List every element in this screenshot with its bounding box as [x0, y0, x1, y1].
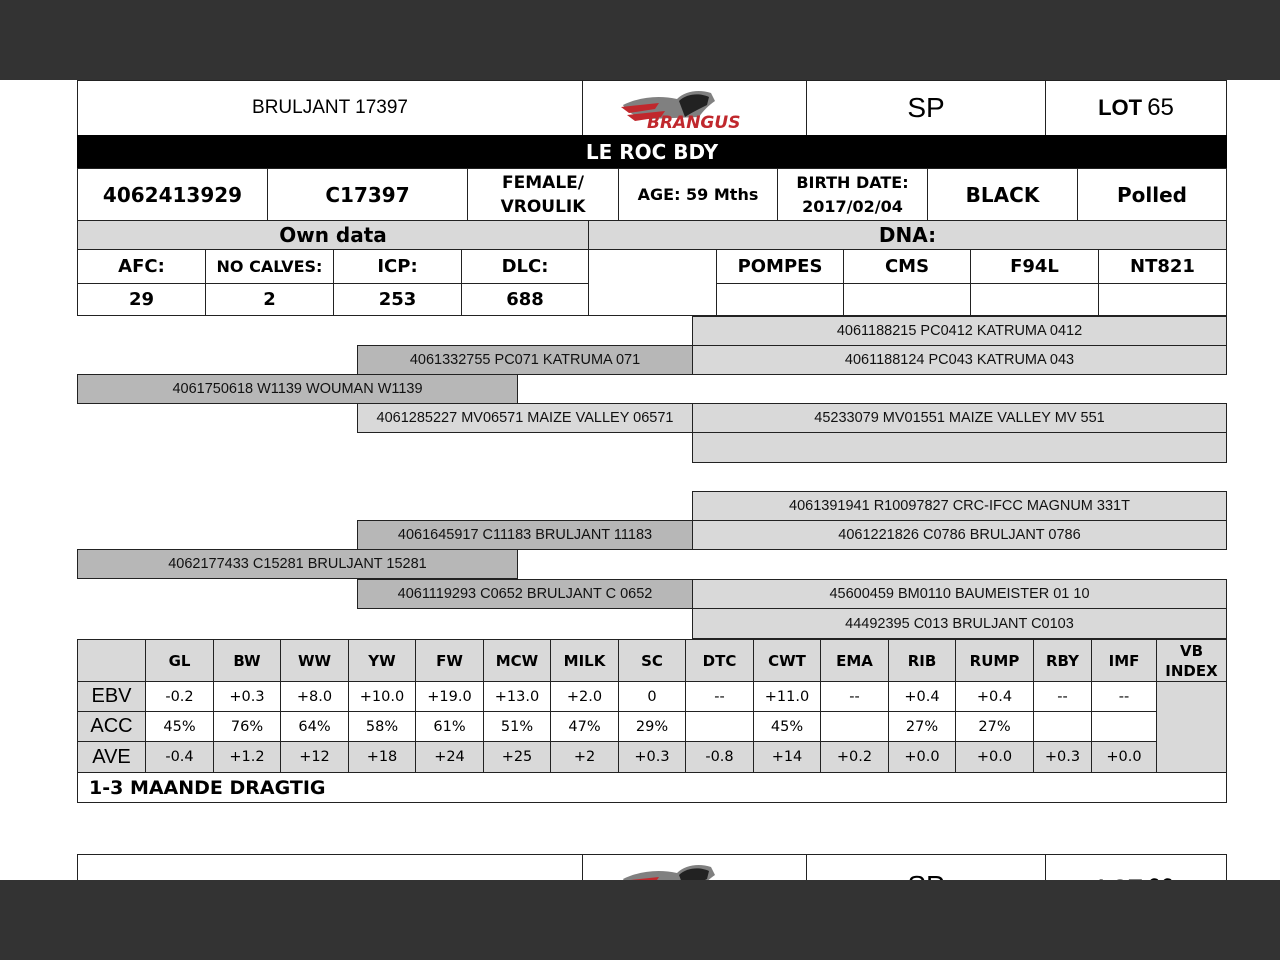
dna-title [588, 220, 1227, 250]
ebv-value-sc [618, 681, 686, 712]
category-code: SP [907, 92, 945, 123]
own-data-value-text: 29 [128, 289, 155, 310]
pedigree-sire-dam [357, 403, 693, 433]
acc-value-text: 47% [568, 718, 601, 735]
ave-value-text: +0.0 [1106, 749, 1142, 765]
ebv-value-rby [1033, 681, 1092, 712]
pedigree-text: 4061188124 PC043 KATRUMA 043 [844, 352, 1075, 368]
own-data-value-afc [77, 283, 206, 316]
tag-number-text: C17397 [325, 182, 410, 207]
dna-header-cms [843, 249, 971, 284]
acc-value-rump [955, 711, 1034, 742]
ave-value-text: +1.2 [229, 749, 265, 765]
ebv-value-gl [145, 681, 214, 712]
pedigree-text: 45600459 BM0110 BAUMEISTER 01 10 [829, 586, 1090, 602]
ebv-row-label [77, 681, 146, 712]
pedigree-sire-sire-dam [692, 345, 1227, 375]
bottom-dark-bar [0, 880, 1280, 960]
acc-row-label [77, 711, 146, 742]
acc-value-text: 45% [163, 718, 196, 735]
ebv-header-ema [820, 639, 889, 682]
ebv-corner-cell [77, 639, 146, 682]
ave-value-gl [145, 741, 214, 773]
dna-spacer-cell [588, 249, 717, 316]
own-data-header-text: NO CALVES: [216, 257, 323, 276]
ave-value-text: +0.2 [836, 749, 873, 765]
ave-value-rump [955, 741, 1034, 773]
acc-value-ww [280, 711, 349, 742]
ebv-header-bw [213, 639, 281, 682]
ebv-header-imf [1091, 639, 1157, 682]
ebv-header-text: CWT [768, 651, 806, 670]
ebv-header-gl [145, 639, 214, 682]
acc-value-text: 27% [978, 718, 1011, 735]
ebv-header-text: YW [368, 651, 396, 670]
top-dark-bar [0, 0, 1280, 80]
vb-index-text: INDEX [1165, 661, 1218, 680]
ave-value-text: +0.3 [634, 749, 670, 765]
ave-value-text: -0.4 [165, 749, 194, 765]
pedigree-dam-sire-dam [692, 520, 1227, 550]
ebv-value-text: -- [1057, 688, 1068, 705]
ebv-header-text: IMF [1108, 651, 1140, 670]
ebv-header-text: RBY [1045, 651, 1080, 670]
own-data-value-no-calves [205, 283, 334, 316]
ebv-header-vb-index [1156, 639, 1227, 682]
acc-value-milk [550, 711, 619, 742]
ebv-value-text: +0.4 [976, 688, 1013, 705]
acc-value-mcw [483, 711, 551, 742]
color-text: BLACK [965, 182, 1040, 207]
dna-header-text: NT821 [1130, 256, 1195, 277]
ave-value-text: +14 [771, 749, 803, 765]
animal-title: LE ROC BDY [585, 139, 719, 164]
ebv-header-sc [618, 639, 686, 682]
acc-value-text: 61% [433, 718, 466, 735]
acc-value-text: 58% [365, 718, 399, 735]
pedigree-dam-dam [357, 579, 693, 609]
ave-value-imf [1091, 741, 1157, 773]
ave-value-text: +0.0 [904, 749, 940, 765]
acc-value-sc [618, 711, 686, 742]
ebv-header-text: FW [436, 651, 463, 670]
ebv-value-text: +0.4 [904, 688, 940, 705]
animal-title-bar [77, 135, 1227, 168]
dna-header-text: POMPES [737, 256, 823, 277]
own-data-header-text: ICP: [377, 256, 418, 277]
ave-value-milk [550, 741, 619, 773]
ebv-header-text: DTC [702, 651, 737, 670]
pedigree-dam-dam-sire [692, 579, 1227, 609]
ave-value-dtc [685, 741, 754, 773]
acc-value-rib [888, 711, 956, 742]
acc-value-dtc [685, 711, 754, 742]
acc-value-gl [145, 711, 214, 742]
ebv-value-imf [1091, 681, 1157, 712]
acc-value-text: 51% [500, 718, 534, 735]
ebv-value-text: +10.0 [359, 688, 405, 705]
ave-value-cwt [753, 741, 821, 773]
dna-value-cms [843, 283, 971, 316]
ebv-value-yw [348, 681, 416, 712]
own-data-title [77, 220, 589, 250]
ave-value-rib [888, 741, 956, 773]
ebv-value-text: 0 [647, 688, 657, 705]
lot-number-cell [1045, 80, 1227, 136]
pedigree-text: 44492395 C013 BRULJANT C0103 [845, 615, 1074, 632]
acc-value-cwt [753, 711, 821, 742]
birth-date-cell [777, 168, 928, 221]
acc-value-ema [820, 711, 889, 742]
svg-text:BRANGUS: BRANGUS [647, 113, 741, 133]
ebv-row-label-text: EBV [91, 685, 132, 707]
ebv-value-bw [213, 681, 281, 712]
acc-value-text: 64% [298, 718, 331, 735]
ebv-header-text: BW [233, 651, 261, 670]
acc-value-text: 27% [905, 718, 939, 735]
brangus-logo-cell [582, 80, 807, 136]
pedigree-text: 4061188215 PC0412 KATRUMA 0412 [836, 323, 1083, 339]
pedigree-text: 4061332755 PC071 KATRUMA 071 [409, 352, 641, 368]
ebv-header-mcw [483, 639, 551, 682]
ave-value-mcw [483, 741, 551, 773]
dna-header-pompes [716, 249, 844, 284]
pedigree-text: 4061119293 C0652 BRULJANT C 0652 [397, 586, 653, 602]
sex-text-afrikaans: VROULIK [500, 196, 586, 217]
own-data-value-icp [333, 283, 462, 316]
ave-value-fw [415, 741, 484, 773]
dna-title-text: DNA: [878, 223, 937, 247]
birth-date-value: 2017/02/04 [802, 196, 903, 216]
acc-value-text: 29% [635, 718, 669, 735]
sex-cell [467, 168, 619, 221]
dna-value-nt821 [1098, 283, 1227, 316]
acc-value-bw [213, 711, 281, 742]
ebv-value-milk [550, 681, 619, 712]
ebv-value-rib [888, 681, 956, 712]
ebv-value-text: -0.2 [165, 688, 194, 705]
ebv-header-ww [280, 639, 349, 682]
ebv-value-text: -- [849, 688, 860, 705]
own-data-value-text: 253 [378, 289, 417, 310]
pedigree-dam-dam-dam [692, 608, 1227, 639]
ave-value-yw [348, 741, 416, 773]
pedigree-text: 4061391941 R10097827 CRC-IFCC MAGNUM 331T [789, 498, 1130, 514]
ebv-vb-index-value [1156, 681, 1227, 773]
ebv-value-fw [415, 681, 484, 712]
ave-value-ww [280, 741, 349, 773]
own-data-value-text: 2 [263, 289, 276, 310]
ebv-header-text: RIB [907, 651, 937, 670]
ebv-header-cwt [753, 639, 821, 682]
own-data-header-afc [77, 249, 206, 284]
remark-row [77, 772, 1227, 803]
birth-date-label: BIRTH DATE: [796, 172, 909, 192]
ave-value-text: +0.0 [976, 749, 1013, 765]
age-cell [618, 168, 778, 221]
animal-name-cell [77, 80, 583, 136]
ave-value-sc [618, 741, 686, 773]
acc-value-text: 76% [230, 718, 264, 735]
dna-value-pompes [716, 283, 844, 316]
own-data-header-text: DLC: [501, 256, 549, 277]
own-data-header-dlc [461, 249, 589, 284]
pedigree-text: 4061285227 MV06571 MAIZE VALLEY 06571 [376, 410, 674, 426]
acc-value-fw [415, 711, 484, 742]
registration-number [77, 168, 268, 221]
ebv-header-dtc [685, 639, 754, 682]
horn-status-text: Polled [1117, 182, 1187, 207]
ave-value-text: +12 [299, 749, 330, 765]
dna-header-text: CMS [884, 256, 930, 277]
ebv-value-text: +2.0 [566, 688, 603, 705]
ebv-value-rump [955, 681, 1034, 712]
pedigree-text: 45233079 MV01551 MAIZE VALLEY MV 551 [814, 410, 1105, 426]
acc-value-rby [1033, 711, 1092, 742]
ebv-value-ema [820, 681, 889, 712]
acc-value-text: 45% [770, 718, 804, 735]
pedigree-sire-dam-sire [692, 403, 1227, 433]
ebv-value-dtc [685, 681, 754, 712]
pedigree-dam [77, 549, 518, 579]
lot-number: 65 [1147, 94, 1174, 121]
vb-index-text: VB [1179, 641, 1204, 660]
acc-value-yw [348, 711, 416, 742]
pedigree-text: 4061221826 C0786 BRULJANT 0786 [838, 527, 1081, 543]
ebv-value-ww [280, 681, 349, 712]
ave-value-text: +24 [434, 749, 465, 765]
color-cell [927, 168, 1078, 221]
ebv-header-rby [1033, 639, 1092, 682]
pedigree-sire-sire [357, 345, 693, 375]
ebv-header-text: SC [641, 651, 663, 670]
pedigree-text: 4062177433 C15281 BRULJANT 15281 [168, 556, 427, 572]
own-data-title-text: Own data [279, 223, 387, 247]
ebv-value-text: -- [714, 688, 725, 705]
ave-value-rby [1033, 741, 1092, 773]
pedigree-dam-sire-sire [692, 491, 1227, 521]
dna-header-nt821 [1098, 249, 1227, 284]
brangus-logo [619, 83, 769, 133]
pedigree-dam-sire [357, 520, 693, 550]
own-data-header-text: AFC: [118, 256, 165, 277]
ebv-header-text: GL [168, 651, 191, 670]
registration-number-text: 4062413929 [102, 182, 243, 207]
ebv-header-text: WW [297, 651, 332, 670]
lot-sheet-page [0, 80, 1280, 880]
pedigree-sire [77, 374, 518, 404]
ave-value-text: +18 [366, 749, 398, 765]
sex-text: FEMALE/ [502, 172, 584, 193]
ave-value-text: +0.3 [1044, 749, 1081, 765]
ave-value-ema [820, 741, 889, 773]
ebv-header-text: EMA [836, 651, 873, 670]
ebv-value-text: +0.3 [229, 688, 265, 705]
ebv-value-text: +13.0 [494, 688, 540, 705]
ave-value-bw [213, 741, 281, 773]
ebv-header-rib [888, 639, 956, 682]
lot-label: LOT [1098, 95, 1143, 120]
own-data-header-icp [333, 249, 462, 284]
tag-number [267, 168, 468, 221]
ebv-value-text: +8.0 [296, 688, 333, 705]
ebv-header-text: RUMP [969, 651, 1020, 670]
ave-value-text: -0.8 [705, 749, 734, 765]
ebv-header-milk [550, 639, 619, 682]
dna-header-f94l [970, 249, 1099, 284]
ebv-value-text: -- [1118, 688, 1130, 705]
animal-name: BRULJANT 17397 [252, 97, 408, 118]
ebv-header-rump [955, 639, 1034, 682]
remark-text: 1-3 MAANDE DRAGTIG [89, 776, 326, 799]
own-data-value-text: 688 [506, 289, 544, 310]
ave-value-text: +25 [501, 749, 533, 765]
category-code-cell [806, 80, 1046, 136]
ave-row-label-text: AVE [92, 745, 131, 768]
ave-row-label [77, 741, 146, 773]
dna-header-text: F94L [1010, 256, 1059, 277]
own-data-value-dlc [461, 283, 589, 316]
pedigree-sire-sire-sire [692, 316, 1227, 346]
ebv-header-text: MILK [563, 651, 606, 670]
pedigree-sire-dam-dam [692, 432, 1227, 463]
pedigree-text: 4061645917 C11183 BRULJANT 11183 [397, 527, 653, 543]
pedigree-text: 4061750618 W1139 WOUMAN W1139 [172, 381, 423, 397]
ebv-header-text: MCW [495, 651, 539, 670]
horn-status-cell [1077, 168, 1227, 221]
ebv-value-mcw [483, 681, 551, 712]
dna-value-f94l [970, 283, 1099, 316]
ebv-header-yw [348, 639, 416, 682]
acc-row-label-text: ACC [90, 715, 133, 737]
ebv-value-text: +19.0 [427, 688, 472, 705]
ebv-header-fw [415, 639, 484, 682]
acc-value-imf [1091, 711, 1157, 742]
ebv-value-text: +11.0 [764, 688, 810, 705]
age-text: AGE: 59 Mths [637, 185, 759, 204]
own-data-header-no-calves [205, 249, 334, 284]
ebv-value-cwt [753, 681, 821, 712]
ave-value-text: +2 [573, 749, 596, 765]
